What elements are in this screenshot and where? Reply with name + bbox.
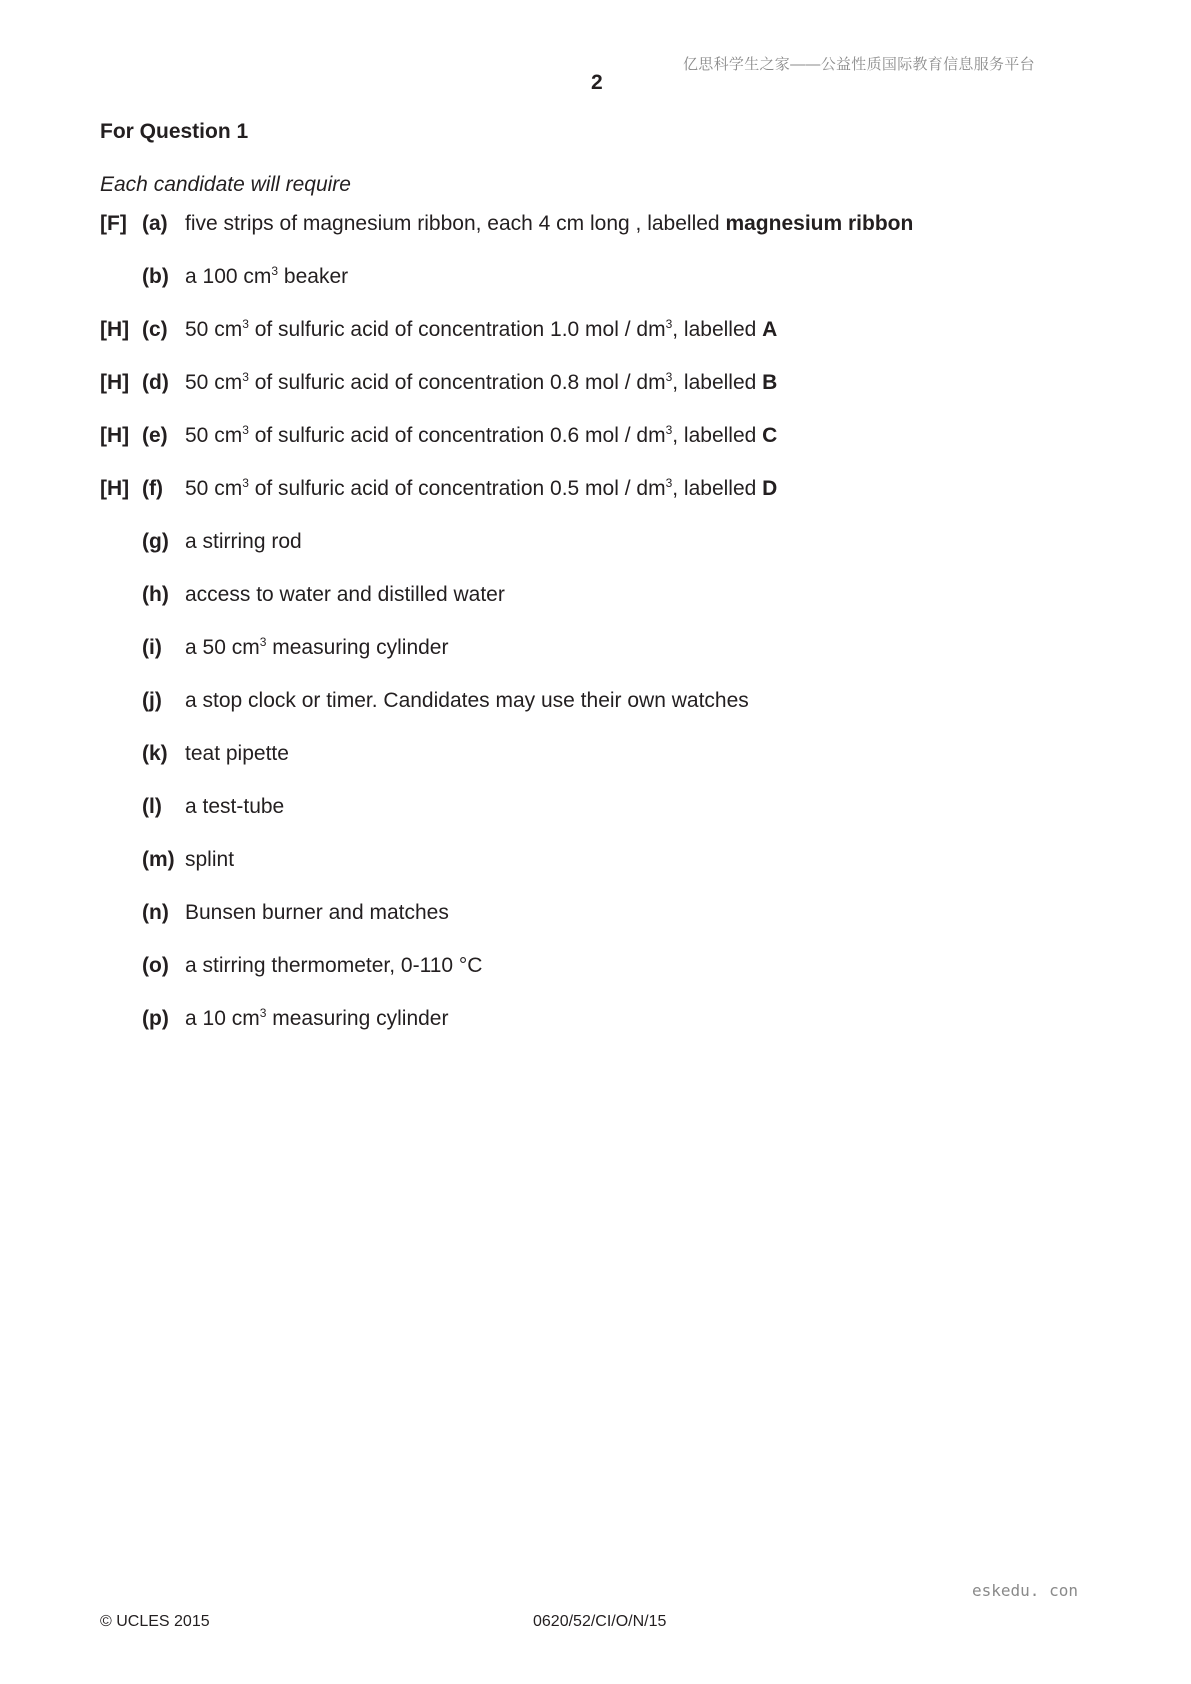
item-letter: (l): [142, 795, 162, 818]
item-letter: (p): [142, 1007, 169, 1030]
item-letter: (a): [142, 212, 168, 235]
footer-paper-code: 0620/52/CI/O/N/15: [533, 1613, 667, 1630]
item-letter: (h): [142, 583, 169, 606]
item-letter: (e): [142, 424, 168, 447]
item-letter: (k): [142, 742, 168, 765]
item-letter: (n): [142, 901, 169, 924]
item-text: a test-tube: [185, 795, 285, 818]
item-text: a 10 $cm^3$ measuring cylinder: [185, 1006, 449, 1030]
item-text: teat pipette: [185, 742, 289, 765]
item-text: a stirring rod: [185, 530, 302, 553]
item-letter: (d): [142, 371, 169, 394]
item-text: splint: [185, 848, 235, 871]
item-text: 50 $cm^3$ of sulfuric acid of concentration 0.8 mol / $dm^3$, labelled B: [185, 370, 778, 394]
item-tag: [H]: [100, 424, 130, 447]
watermark-header: 亿思科学生之家——公益性质国际教育信息服务平台: [683, 56, 1035, 73]
question-heading: For Question 1: [100, 120, 249, 143]
item-text: 50 $cm^3$ of sulfuric acid of concentration 1.0 mol / $dm^3$, labelled A: [185, 317, 778, 341]
item-tag: [H]: [100, 477, 130, 500]
item-text: a stop clock or timer. Candidates may use their own watches: [185, 689, 749, 712]
watermark-footer: eskedu. con: [972, 1581, 1078, 1600]
item-text: a stirring thermometer, 0-110 °C: [185, 954, 483, 977]
item-letter: (c): [142, 318, 168, 341]
item-letter: (f): [142, 477, 163, 500]
item-text: access to water and distilled water: [185, 583, 505, 606]
item-text: a 100 $cm^3$ beaker: [185, 264, 349, 288]
intro-text: Each candidate will require: [100, 173, 351, 196]
item-text: 50 $cm^3$ of sulfuric acid of concentration 0.6 mol / $dm^3$, labelled C: [185, 423, 778, 447]
footer-copyright: © UCLES 2015: [100, 1613, 210, 1630]
item-text: 50 $cm^3$ of sulfuric acid of concentration 0.5 mol / $dm^3$, labelled D: [185, 476, 778, 500]
item-tag: [H]: [100, 371, 130, 394]
item-letter: (m): [142, 848, 175, 871]
item-tag: [F]: [100, 212, 127, 235]
page-number: 2: [591, 71, 603, 94]
item-letter: (b): [142, 265, 169, 288]
item-text: five strips of magnesium ribbon, each 4 cm long , labelled magnesium ribbon: [185, 212, 914, 235]
item-letter: (i): [142, 636, 162, 659]
item-letter: (o): [142, 954, 169, 977]
item-text: a 50 $cm^3$ measuring cylinder: [185, 635, 449, 659]
item-tag: [H]: [100, 318, 130, 341]
item-text: Bunsen burner and matches: [185, 901, 449, 924]
item-letter: (g): [142, 530, 169, 553]
item-letter: (j): [142, 689, 162, 712]
